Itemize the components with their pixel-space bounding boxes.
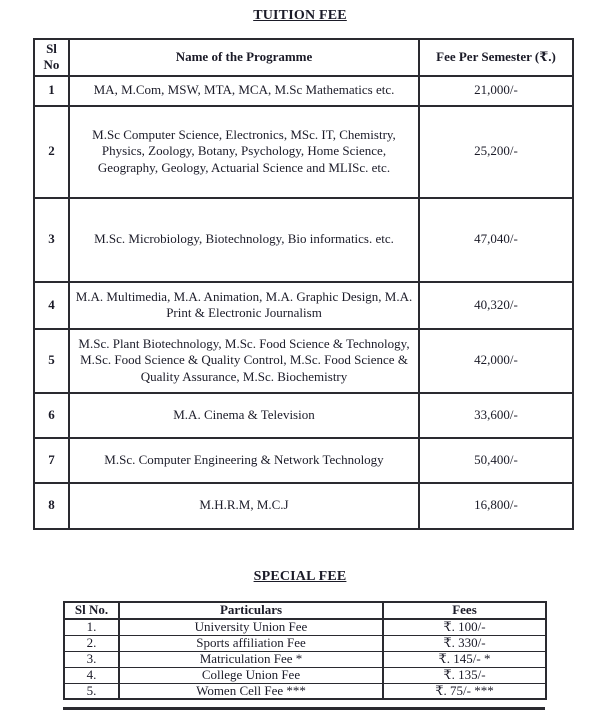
sl-cell: 4 bbox=[34, 282, 69, 329]
particulars-cell: Sports affiliation Fee bbox=[119, 635, 383, 651]
fees-cell: ₹. 100/- bbox=[383, 619, 546, 635]
sl-cell: 8 bbox=[34, 483, 69, 529]
header-sl-no: Sl No. bbox=[64, 602, 119, 619]
table-row bbox=[34, 198, 573, 282]
sl-cell: 5 bbox=[34, 329, 69, 393]
table-row bbox=[34, 393, 573, 438]
cropped-next-row-rule bbox=[63, 707, 545, 710]
table-row bbox=[64, 635, 546, 651]
table-row bbox=[34, 329, 573, 393]
fees-cell: ₹. 145/- * bbox=[383, 651, 546, 667]
header-programme-name: Name of the Programme bbox=[69, 39, 419, 76]
table-row bbox=[64, 619, 546, 635]
programme-cell: M.Sc. Microbiology, Biotechnology, Bio informatics. etc. bbox=[69, 198, 419, 282]
table-row bbox=[34, 76, 573, 106]
fee-cell: 25,200/- bbox=[419, 106, 573, 198]
sl-cell: 1. bbox=[64, 619, 119, 635]
particulars-cell: Matriculation Fee * bbox=[119, 651, 383, 667]
sl-cell: 7 bbox=[34, 438, 69, 483]
special-header-row bbox=[64, 602, 546, 619]
programme-cell: MA, M.Com, MSW, MTA, MCA, M.Sc Mathematics etc. bbox=[69, 76, 419, 106]
sl-cell: 2 bbox=[34, 106, 69, 198]
sl-cell: 5. bbox=[64, 683, 119, 699]
special-fee-title: SPECIAL FEE bbox=[253, 569, 347, 584]
fee-cell: 33,600/- bbox=[419, 393, 573, 438]
programme-cell: M.A. Cinema & Television bbox=[69, 393, 419, 438]
table-row bbox=[34, 106, 573, 198]
programme-cell: M.Sc. Plant Biotechnology, M.Sc. Food Science & Technology, M.Sc. Food Science & Quality Control, M.Sc. Food Science & Quality Assurance, M.Sc. Biochemistry bbox=[69, 329, 419, 393]
tuition-fee-title: TUITION FEE bbox=[253, 8, 347, 23]
header-sl-no: Sl No bbox=[34, 39, 69, 76]
header-fees: Fees bbox=[383, 602, 546, 619]
particulars-cell: College Union Fee bbox=[119, 667, 383, 683]
sl-cell: 3. bbox=[64, 651, 119, 667]
header-fee-per-semester: Fee Per Semester (₹.) bbox=[419, 39, 573, 76]
table-row bbox=[34, 438, 573, 483]
table-row bbox=[64, 683, 546, 699]
programme-cell: M.H.R.M, M.C.J bbox=[69, 483, 419, 529]
special-fee-table bbox=[63, 601, 547, 700]
programme-cell: M.Sc. Computer Engineering & Network Technology bbox=[69, 438, 419, 483]
particulars-cell: Women Cell Fee *** bbox=[119, 683, 383, 699]
sl-cell: 4. bbox=[64, 667, 119, 683]
tuition-header-row bbox=[34, 39, 573, 76]
sl-cell: 6 bbox=[34, 393, 69, 438]
fees-cell: ₹. 75/- *** bbox=[383, 683, 546, 699]
sl-cell: 2. bbox=[64, 635, 119, 651]
fee-cell: 16,800/- bbox=[419, 483, 573, 529]
fee-cell: 42,000/- bbox=[419, 329, 573, 393]
fee-cell: 47,040/- bbox=[419, 198, 573, 282]
table-row bbox=[34, 483, 573, 529]
table-row bbox=[34, 282, 573, 329]
tuition-fee-table bbox=[33, 38, 574, 530]
fee-cell: 40,320/- bbox=[419, 282, 573, 329]
fee-cell: 21,000/- bbox=[419, 76, 573, 106]
fees-cell: ₹. 330/- bbox=[383, 635, 546, 651]
table-row bbox=[64, 667, 546, 683]
header-particulars: Particulars bbox=[119, 602, 383, 619]
sl-cell: 3 bbox=[34, 198, 69, 282]
fee-cell: 50,400/- bbox=[419, 438, 573, 483]
sl-cell: 1 bbox=[34, 76, 69, 106]
fees-cell: ₹. 135/- bbox=[383, 667, 546, 683]
programme-cell: M.A. Multimedia, M.A. Animation, M.A. Graphic Design, M.A. Print & Electronic Journalism bbox=[69, 282, 419, 329]
particulars-cell: University Union Fee bbox=[119, 619, 383, 635]
table-row bbox=[64, 651, 546, 667]
programme-cell: M.Sc Computer Science, Electronics, MSc. IT, Chemistry, Physics, Zoology, Botany, Psychology, Home Science, Geography, Geology, Actuarial Science and MLISc. etc. bbox=[69, 106, 419, 198]
